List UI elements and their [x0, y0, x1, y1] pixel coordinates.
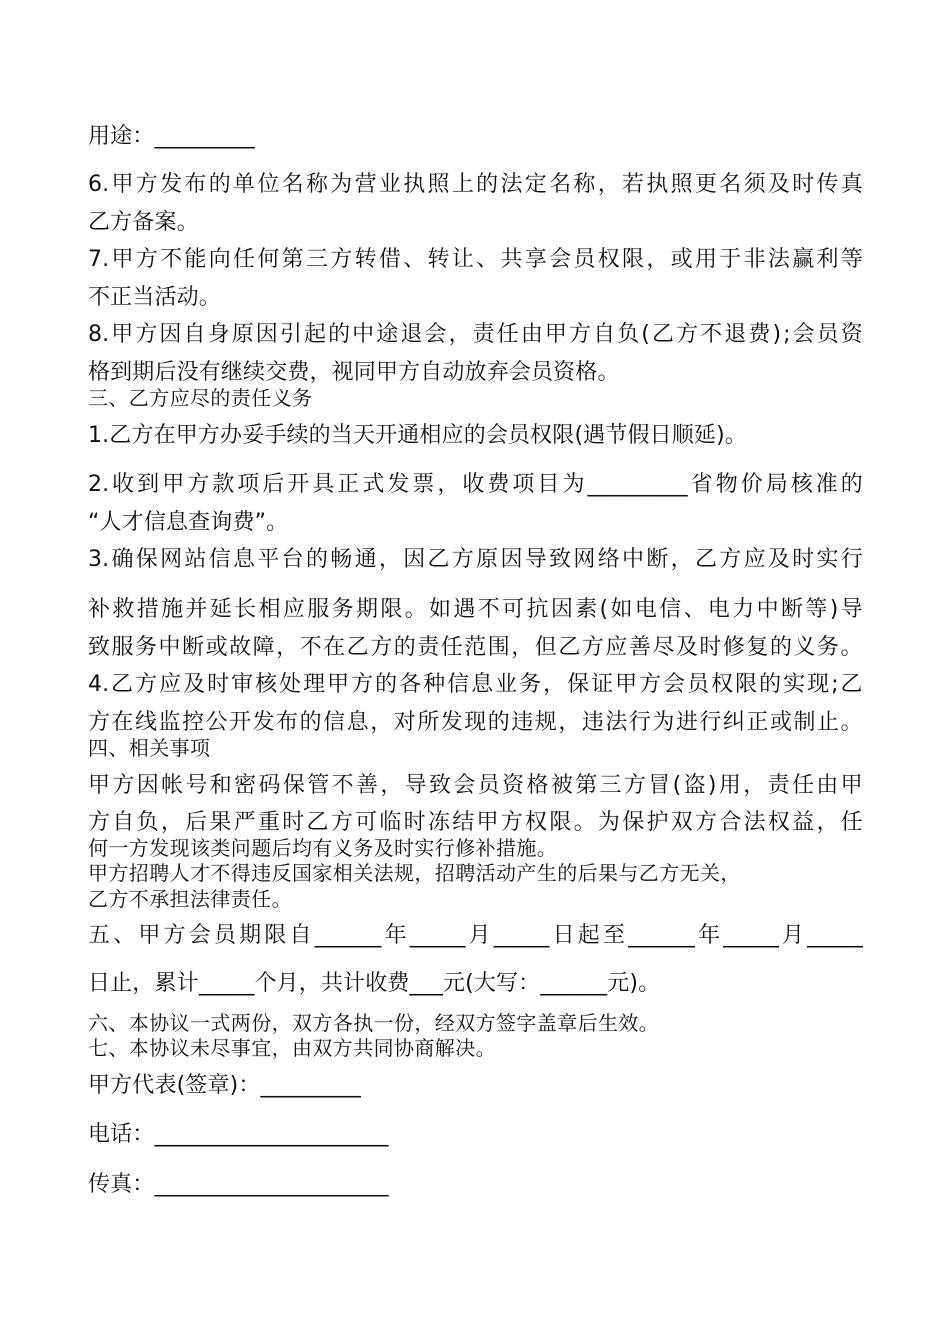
duty-2-line-2: “人才信息查询费”。 — [88, 510, 289, 535]
duty-2-line-1: 2. 收 到 甲 方 款 项 后 开 具 正 式 发 票 ， 收 费 项 目 为 _________ 省 物 价 局 核 准 的 — [88, 472, 863, 497]
duty-4-line-2: 方 在 线 监 控 公 开 发 布 的 信 息 ， 对 所 发 现 的 违 规 ， 违 法 行 为 进 行 纠 正 或 制 止 。 — [88, 710, 863, 735]
section-4-heading: 四、相关事项 — [88, 736, 211, 760]
section-3-heading: 三、乙方应尽的责任义务 — [88, 386, 313, 410]
clause-7-line-2: 不正当活动。 — [88, 285, 221, 310]
matters-1-line-2: 方 自 负 ， 后 果 严 重 时 乙 方 可 临 时 冻 结 甲 方 权 限 。 为 保 护 双 方 合 法 权 益 ， 任 — [88, 810, 863, 835]
clause-6-line-1: 6. 甲 方 发 布 的 单 位 名 称 为 营 业 执 照 上 的 法 定 名 称 ， 若 执 照 更 名 须 及 时 传 真 — [88, 172, 863, 197]
signature-party-a: 甲方代表(签章)：_________ — [88, 1073, 361, 1098]
matters-2-line-1: 甲方招聘人才不得违反国家相关法规，招聘活动产生的后果与乙方无关， — [88, 861, 741, 885]
clause-8-line-1: 8. 甲 方 因 自 身 原 因 引 起 的 中 途 退 会 ， 责 任 由 甲 方 自 负 ( 乙 方 不 退 费 ) ; 会 员 资 — [88, 322, 863, 347]
matters-1-line-1: 甲 方 因 帐 号 和 密 码 保 管 不 善 ， 导 致 会 员 资 格 被 第 三 方 冒 ( 盗 ) 用 ， 责 任 由 甲 — [88, 773, 863, 798]
field-usage: 用途：_________ — [88, 124, 255, 149]
section-7: 七、本协议未尽事宜，由双方共同协商解决。 — [88, 1036, 496, 1060]
field-phone: 电话：_____________________ — [88, 1122, 389, 1147]
section-5-line-1: 五 、 甲 方 会 员 期 限 自 ______ 年 _____ 月 _____ 日 起 至 ______ 年 _____ 月 _____ — [88, 923, 863, 948]
duty-1: 1.乙方在甲方办妥手续的当天开通相应的会员权限(遇节假日顺延)。 — [88, 423, 747, 448]
duty-3-line-1: 3. 确 保 网 站 信 息 平 台 的 畅 通 ， 因 乙 方 原 因 导 致 网 络 中 断 ， 乙 方 应 及 时 实 行 — [88, 547, 863, 572]
field-fax: 传真：_____________________ — [88, 1172, 389, 1197]
clause-6-line-2: 乙方备案。 — [88, 210, 199, 235]
matters-1-line-3: 何一方发现该类问题后均有义务及时实行修补措施。 — [88, 836, 558, 860]
matters-2-line-2: 乙方不承担法律责任。 — [88, 887, 292, 911]
section-6: 六、本协议一式两份，双方各执一份，经双方签字盖章后生效。 — [88, 1011, 660, 1035]
clause-8-line-2: 格到期后没有继续交费，视同甲方自动放弃会员资格。 — [88, 360, 620, 385]
duty-3-line-3: 致 服 务 中 断 或 故 障 ， 不 在 乙 方 的 责 任 范 围 ， 但 乙 方 应 善 尽 及 时 修 复 的 义 务 。 — [88, 635, 863, 660]
duty-3-line-2: 补 救 措 施 并 延 长 相 应 服 务 期 限 。 如 遇 不 可 抗 因 素 ( 如 电 信 、 电 力 中 断 等 ) 导 — [88, 597, 863, 622]
duty-4-line-1: 4. 乙 方 应 及 时 审 核 处 理 甲 方 的 各 种 信 息 业 务 ， 保 证 甲 方 会 员 权 限 的 实 现 ; 乙 — [88, 672, 863, 697]
section-5-line-2: 日止，累计_____个月，共计收费___元(大写：______元)。 — [88, 971, 661, 996]
clause-7-line-1: 7. 甲 方 不 能 向 任 何 第 三 方 转 借 、 转 让 、 共 享 会 员 权 限 ， 或 用 于 非 法 赢 利 等 — [88, 247, 863, 272]
